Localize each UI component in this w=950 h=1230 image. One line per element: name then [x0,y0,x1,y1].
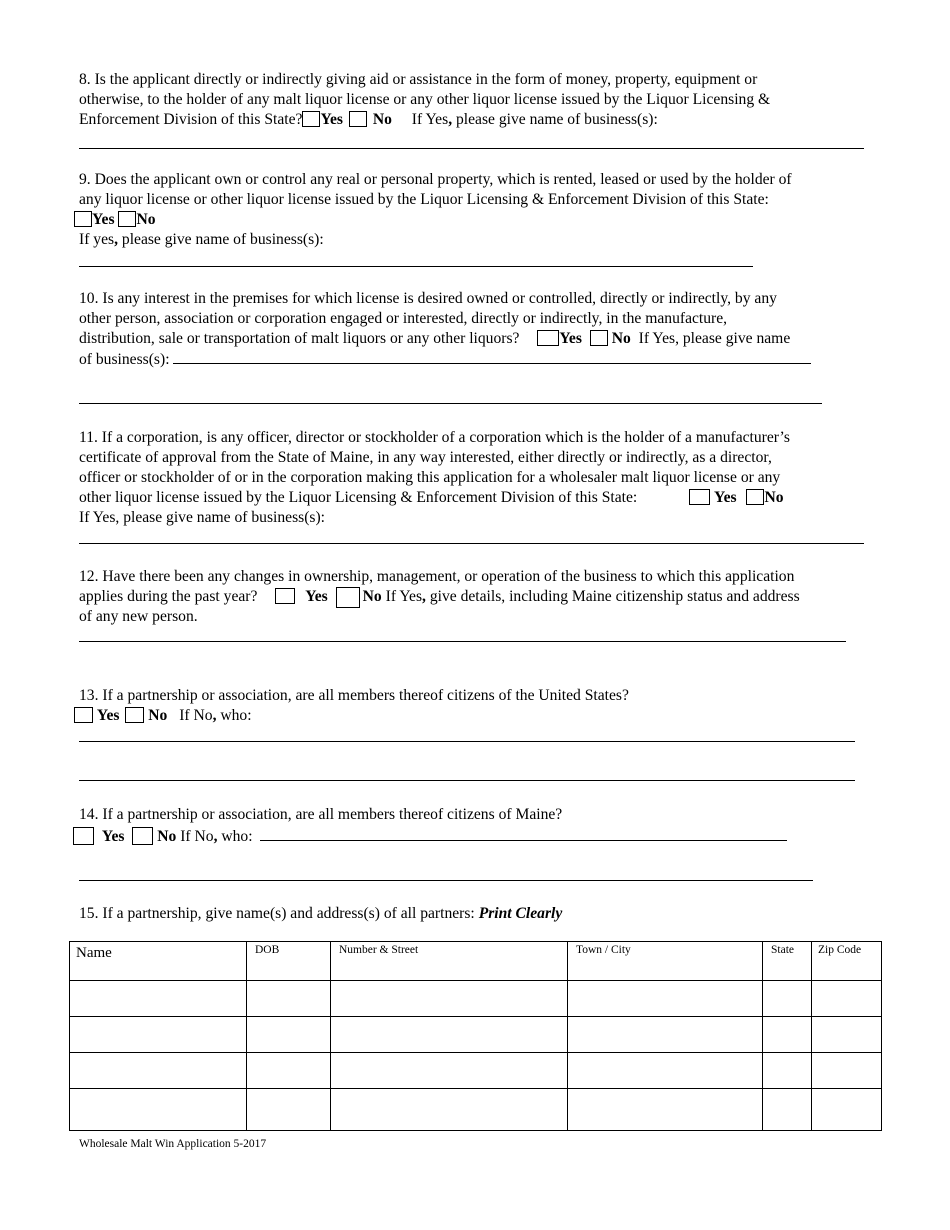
q14-if-no: If No [180,828,214,845]
q13-no-label: No [148,707,168,724]
q9-no-label: No [136,211,156,228]
q10-yes-checkbox[interactable] [537,330,559,346]
q8-line2: otherwise, to the holder of any malt liquor license or any other liquor license issued by the Liquor Licensing & [79,91,771,108]
q12-no-checkbox[interactable] [336,587,360,608]
q15-print-clearly: Print Clearly [478,905,563,922]
q9-if-yes: If yes [79,231,115,248]
q10-if-yes: If Yes, please give name [638,330,791,347]
cell-town[interactable] [568,1053,763,1089]
cell-name[interactable] [70,981,247,1017]
q11-no-checkbox[interactable] [746,489,764,505]
header-state: State [763,942,812,981]
q15-text: 15. If a partnership, give name(s) and address(s) of all partners: [79,905,475,922]
q12-if-yes-tail: give details, including Maine citizenship status and address [429,588,800,605]
cell-zip[interactable] [812,1089,882,1131]
q10-no-label: No [611,330,631,347]
cell-town[interactable] [568,981,763,1017]
header-dob: DOB [247,942,331,981]
q15-line1 [79,904,562,924]
q11-line4-text: other liquor license issued by the Liquor Licensing & Enforcement Division of this State: [79,489,638,506]
q8-if-yes: If Yes [411,111,449,128]
q9-line4: If yes, please give name of business(s): [79,231,324,248]
header-street: Number & Street [331,942,568,981]
q10-business-label: of business(s): [79,351,170,368]
q10-answer-line[interactable] [79,403,822,404]
q12-line3: of any new person. [79,608,198,625]
cell-zip[interactable] [812,1053,882,1089]
q11-answer-line[interactable] [79,543,864,544]
cell-town[interactable] [568,1017,763,1053]
header-zip: Zip Code [812,942,882,981]
cell-street[interactable] [331,1053,568,1089]
table-header-row [70,942,882,981]
q8-line1: 8. Is the applicant directly or indirectly giving aid or assistance in the form of money, property, equipment or [79,71,758,88]
partners-table [69,941,882,1131]
q11-line2: certificate of approval from the State of Maine, in any way interested, either directly or indirectly, as a director, [79,449,772,466]
cell-zip[interactable] [812,1017,882,1053]
cell-dob[interactable] [247,1017,331,1053]
q14-answer-line[interactable] [79,880,813,881]
q13-line1: 13. If a partnership or association, are all members thereof citizens of the United States? [79,687,629,704]
q11-line3: officer or stockholder of or in the corporation making this application for a wholesaler malt liquor license or any [79,469,781,486]
q10-line2: other person, association or corporation engaged or interested, directly or indirectly, in the manufacture, [79,310,728,327]
q9-line2: any liquor license or other liquor license issued by the Liquor Licensing & Enforcement Division of this State: [79,191,769,208]
table-row [70,1089,882,1131]
cell-dob[interactable] [247,1089,331,1131]
q12-line1: 12. Have there been any changes in ownership, management, or operation of the business to which this application [79,568,795,585]
q13-yes-label: Yes [96,707,120,724]
q12-if-yes: If Yes [385,588,423,605]
cell-dob[interactable] [247,981,331,1017]
q10-line3 [79,329,790,349]
q14-no-checkbox[interactable] [132,827,153,845]
q8-no-label: No [372,111,392,128]
q11-line1: 11. If a corporation, is any officer, director or stockholder of a corporation which is the holder of a manufacturer’s [79,429,790,446]
q12-yes-checkbox[interactable] [275,588,295,604]
q13-answer-line-2[interactable] [79,780,855,781]
q8-yes-checkbox[interactable] [302,111,320,127]
q12-line2-text: applies during the past year? [79,588,258,605]
q9-yes-label: Yes [92,211,115,228]
q11-line4 [79,488,784,508]
q9-answer-line[interactable] [79,266,753,267]
q10-line1: 10. Is any interest in the premises for which license is desired owned or controlled, directly or indirectly, by any [79,290,777,307]
cell-street[interactable] [331,1089,568,1131]
header-town: Town / City [568,942,763,981]
cell-name[interactable] [70,1053,247,1089]
q13-line2: Yes No If No, who: [74,706,252,726]
cell-state[interactable] [763,981,812,1017]
cell-state[interactable] [763,1053,812,1089]
q8-line3-text: Enforcement Division of this State? [79,111,303,128]
q9-line3 [74,210,156,230]
q14-answer-inline[interactable] [260,826,787,841]
q14-line2: Yes No If No, who: [73,826,787,847]
q8-answer-line[interactable] [79,148,864,149]
cell-town[interactable] [568,1089,763,1131]
q12-line2: applies during the past year? Yes No If Yes, give details, including Maine citizenship status and address [79,587,800,608]
q13-no-checkbox[interactable] [125,707,144,723]
q13-if-no: If No [179,707,213,724]
cell-state[interactable] [763,1017,812,1053]
q9-if-yes-tail: please give name of business(s): [121,231,324,248]
q10-line3-text: distribution, sale or transportation of malt liquors or any other liquors? [79,330,520,347]
q14-if-no-tail: who: [221,828,253,845]
q11-yes-checkbox[interactable] [689,489,710,505]
q13-if-no-tail: who: [220,707,252,724]
q8-no-checkbox[interactable] [349,111,367,127]
q12-answer-line[interactable] [79,641,846,642]
q9-no-checkbox[interactable] [118,211,136,227]
q11-no-label: No [764,489,784,506]
table-row [70,1053,882,1089]
q10-no-checkbox[interactable] [590,330,608,346]
q10-yes-label: Yes [559,330,582,347]
q14-yes-checkbox[interactable] [73,827,94,845]
table-row [70,981,882,1017]
q11-line5: If Yes, please give name of business(s): [79,509,325,526]
cell-zip[interactable] [812,981,882,1017]
table-row [70,1017,882,1053]
q14-no-label: No [157,828,177,845]
q8-line3: Enforcement Division of this State? Yes No If Yes, please give name of business(s): [79,111,658,128]
header-name: Name [70,942,247,981]
cell-name[interactable] [70,1017,247,1053]
q13-yes-checkbox[interactable] [74,707,93,723]
cell-dob[interactable] [247,1053,331,1089]
q9-yes-checkbox[interactable] [74,211,92,227]
footer-text: Wholesale Malt Win Application 5-2017 [79,1138,267,1150]
cell-street[interactable] [331,1017,568,1053]
cell-name[interactable] [70,1089,247,1131]
q9-line1: 9. Does the applicant own or control any real or personal property, which is rented, leased or used by the holder of [79,171,792,188]
q10-line4 [79,349,811,370]
q8-if-yes-tail: please give name of business(s): [456,111,658,128]
cell-state[interactable] [763,1089,812,1131]
q12-yes-label: Yes [305,588,328,605]
q8-yes-label: Yes [320,111,343,128]
q10-answer-inline[interactable] [173,349,811,364]
q12-no-label: No [362,588,382,605]
q14-yes-label: Yes [101,828,125,845]
q11-yes-label: Yes [714,489,737,506]
q13-answer-line-1[interactable] [79,741,855,742]
q14-line1: 14. If a partnership or association, are all members thereof citizens of Maine? [79,806,563,823]
cell-street[interactable] [331,981,568,1017]
